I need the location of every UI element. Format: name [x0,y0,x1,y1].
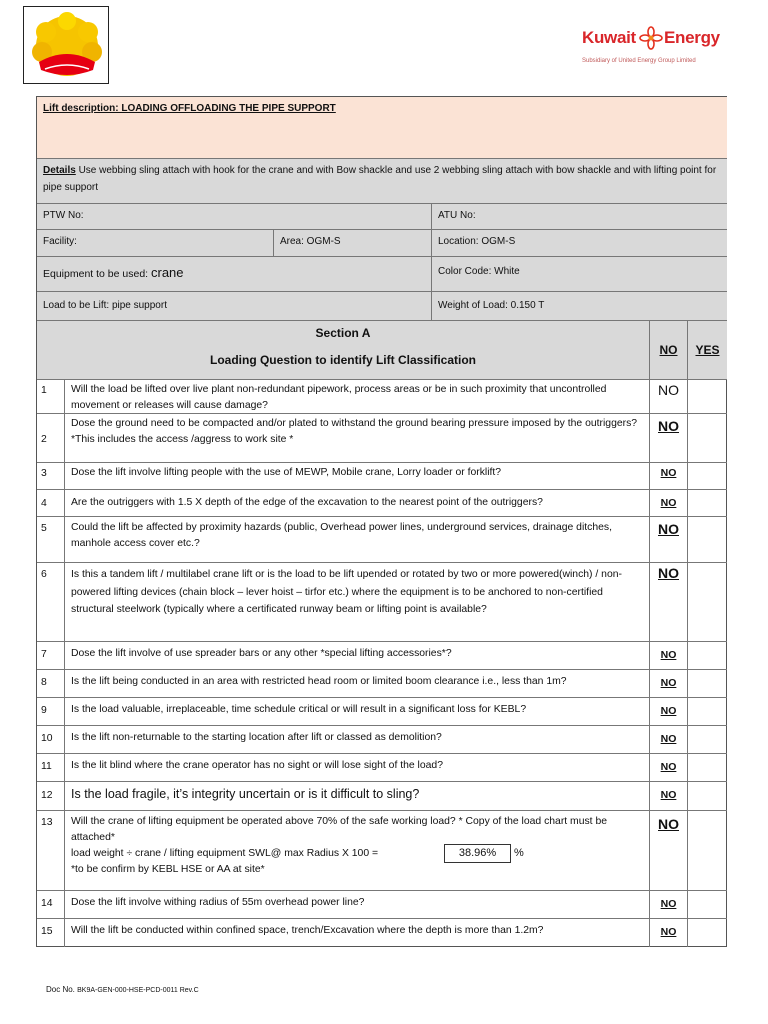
question-text: Dose the ground need to be compacted and/or plated to withstand the ground bearing pressure imposed by the outriggers? *This includes the access /aggress to work site * [65,414,650,463]
answer-yes[interactable] [688,642,727,670]
question-text: Is the load valuable, irreplaceable, time schedule critical or will result in a significant loss for KEBL? [65,698,650,726]
kuwait-energy-logo [578,20,728,70]
question-number: 6 [37,563,65,642]
question-number: 11 [37,754,65,782]
answer-yes[interactable] [688,811,727,891]
answer-no[interactable]: NO [650,463,688,490]
answer-yes[interactable] [688,670,727,698]
answer-no[interactable]: NO [650,891,688,919]
question-text: Is the lift being conducted in an area with restricted head room or limited boom clearance i.e., less than 1m? [65,670,650,698]
lift-classification-form [36,96,727,947]
question-text: Will the lift be conducted within confined space, trench/Excavation where the depth is more than 1.2m? [65,919,650,947]
question-text: Dose the lift involve of use spreader bars or any other *special lifting accessories*? [65,642,650,670]
details-label: Details [43,165,76,176]
question-number: 4 [37,490,65,517]
percentage-input[interactable]: 38.96% [444,844,511,863]
question-number: 9 [37,698,65,726]
doc-label: Doc No. [46,985,75,994]
answer-yes[interactable] [688,919,727,947]
question-text: Is the load fragile, it’s integrity uncertain or is it difficult to sling? [65,782,650,811]
question-number: 13 [37,811,65,891]
col-no-header: NO [650,321,688,380]
area-field[interactable]: Area: OGM-S [274,230,432,257]
question-text: Is this a tandem lift / multilabel crane lift or is the load to be lift upended or rotated by two or more powered(winch) / non-powered lifting devices (chain block – lever hoist – tirfor etc.) where the equipment is to be anchored to non-certified structural steelwork (typically where a certificated runway beam or lifting point is available? [65,563,650,642]
answer-yes[interactable] [688,490,727,517]
question-number: 2 [37,414,65,463]
doc-number-value: BK9A-GEN-000-HSE-PCD-0011 Rev.C [77,987,199,994]
answer-no[interactable]: NO [650,726,688,754]
load-field[interactable]: Load to be Lift: pipe support [37,292,432,321]
ptw-field[interactable]: PTW No: [37,204,432,230]
answer-yes[interactable] [688,891,727,919]
percent-sign: % [514,847,524,859]
answer-no[interactable]: NO [650,380,688,414]
question-text: Are the outriggers with 1.5 X depth of the edge of the excavation to the nearest point of the outriggers? [65,490,650,517]
answer-yes[interactable] [688,517,727,563]
answer-yes[interactable] [688,380,727,414]
question-text: Dose the lift involve lifting people with the use of MEWP, Mobile crane, Lorry loader or forklift? [65,463,650,490]
brand-subtitle: Subsidiary of United Energy Group Limited [582,58,696,64]
color-code-field[interactable]: Color Code: White [432,257,727,292]
col-yes-header: YES [688,321,727,380]
brand-word-energy: Energy [664,28,720,47]
question-number: 5 [37,517,65,563]
answer-no[interactable]: NO [650,642,688,670]
question-number: 8 [37,670,65,698]
answer-no[interactable]: NO [650,919,688,947]
atu-field[interactable]: ATU No: [432,204,727,230]
answer-yes[interactable] [688,754,727,782]
answer-no[interactable]: NO [650,754,688,782]
question-text: Is the lift non-returnable to the starting location after lift or classed as demolition? [65,726,650,754]
flower-icon [639,26,663,50]
petal-logo-icon [31,12,103,80]
question-text: Dose the lift involve withing radius of 55m overhead power line? [65,891,650,919]
section-subtitle: Loading Question to identify Lift Classification [209,353,476,367]
section-header [37,321,650,380]
location-field[interactable]: Location: OGM-S [432,230,727,257]
question-text: Is the lit blind where the crane operator has no sight or will lose sight of the load? [65,754,650,782]
answer-yes[interactable] [688,463,727,490]
question-number: 10 [37,726,65,754]
question-number: 12 [37,782,65,811]
answer-no[interactable]: NO [650,414,688,463]
weight-field[interactable]: Weight of Load: 0.150 T [432,292,727,321]
answer-no[interactable]: NO [650,490,688,517]
question-number: 1 [37,380,65,414]
answer-no[interactable]: NO [650,517,688,563]
answer-no[interactable]: NO [650,811,688,891]
details-text: Use webbing sling attach with hook for the crane and with Bow shackle and use 2 webbing sling attach with bow shackle and with lifting point for pipe support [43,165,717,193]
question-text: Will the load be lifted over live plant non-redundant pipework, process areas or be in such proximity that uncontrolled movement or releases will cause damage? [65,380,650,414]
company-logo-left [23,6,109,84]
brand-word-kuwait: Kuwait [582,28,636,47]
answer-no[interactable]: NO [650,563,688,642]
answer-yes[interactable] [688,563,727,642]
section-title: Section A [315,326,371,340]
lift-description: Lift description: LOADING OFFLOADING THE PIPE SUPPORT [43,103,336,114]
question-text: Could the lift be affected by proximity hazards (public, Overhead power lines, underground services, drainage ditches, manhole access cover etc.? [65,517,650,563]
question-text: Will the crane of lifting equipment be operated above 70% of the safe working load? * Copy of the load chart must be attached* load weight ÷ crane / lifting equipment SWL@ max Radius X 100 = *to be confirm by KEBL HSE or AA at site* 38.96% % [65,811,650,891]
question-number: 14 [37,891,65,919]
answer-no[interactable]: NO [650,782,688,811]
question-number: 7 [37,642,65,670]
lift-description-row [37,97,727,159]
question-number: 15 [37,919,65,947]
question-number: 3 [37,463,65,490]
answer-yes[interactable] [688,698,727,726]
answer-no[interactable]: NO [650,670,688,698]
answer-yes[interactable] [688,414,727,463]
answer-no[interactable]: NO [650,698,688,726]
answer-yes[interactable] [688,726,727,754]
details-row [37,159,727,204]
document-number [46,985,199,994]
answer-yes[interactable] [688,782,727,811]
equipment-value: crane [151,265,184,280]
equipment-field[interactable]: Equipment to be used: crane [37,257,432,292]
facility-field[interactable]: Facility: [37,230,274,257]
